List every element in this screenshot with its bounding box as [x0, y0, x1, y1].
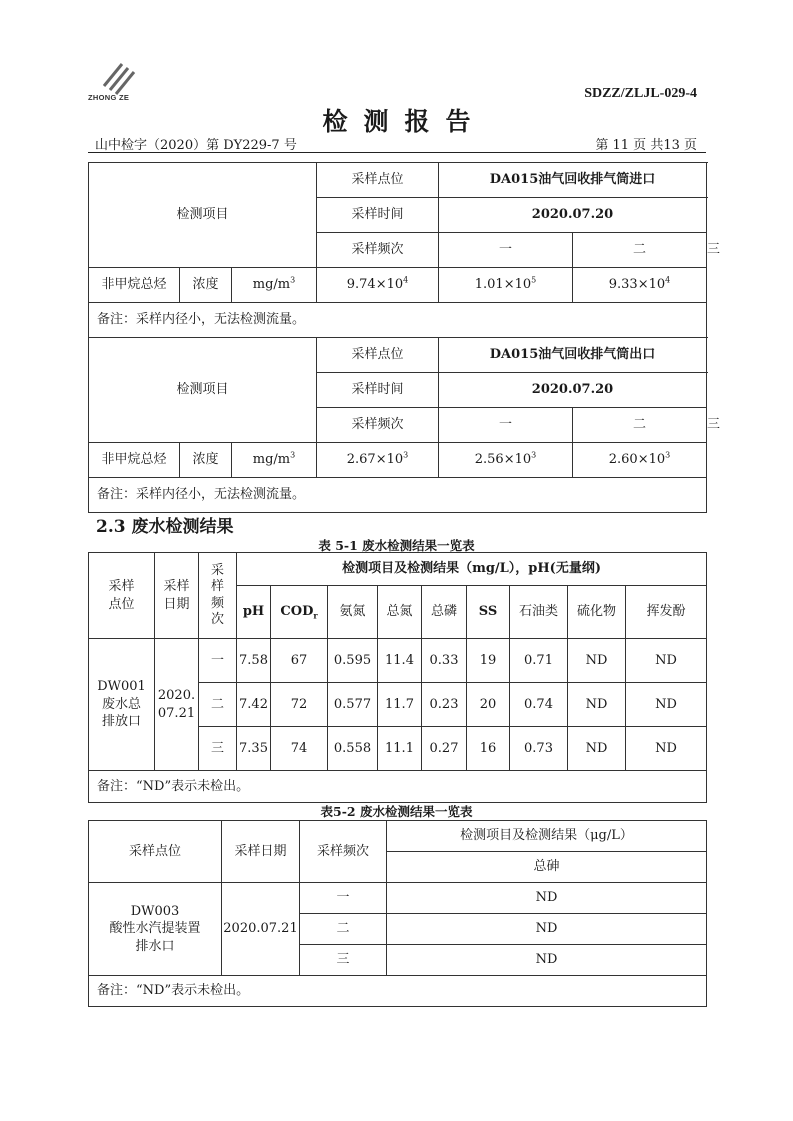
- freq-2: 二: [573, 408, 707, 443]
- time-label: 采样时间: [317, 373, 439, 408]
- document-code: SDZZ/ZLJL-029-4: [584, 86, 697, 101]
- table-5-1: [88, 552, 707, 803]
- note: 备注：“ND”表示未检出。: [89, 771, 707, 803]
- value-cell: 74: [271, 727, 328, 771]
- value-cell: 11.7: [378, 683, 422, 727]
- param-total-p: 总磷: [422, 586, 467, 639]
- value-cell: ND: [626, 727, 707, 771]
- section-title: 2.3 废水检测结果: [96, 517, 234, 537]
- table-5-1-caption: 表 5-1 废水检测结果一览表: [318, 538, 475, 553]
- value-cell: 16: [467, 727, 510, 771]
- value-cell: 7.58: [237, 639, 271, 683]
- param-phenol: 挥发酚: [626, 586, 707, 639]
- param-ss: SS: [467, 586, 510, 639]
- result-mantissa: 9.74×10: [346, 277, 404, 293]
- group-header: 检测项目及检测结果（mg/L），pH(无量纲): [237, 553, 707, 586]
- unit-exp: 3: [290, 450, 296, 460]
- result-mantissa: 2.56×10: [474, 452, 532, 468]
- sample-point: DW001 废水总 排放口: [89, 639, 155, 771]
- unit-base: mg/m: [252, 277, 291, 293]
- freq: 二: [199, 683, 237, 727]
- result-exponent: 4: [403, 275, 409, 285]
- param-cod: $COD_r$: [271, 586, 328, 639]
- time-label: 采样时间: [317, 198, 439, 233]
- result-mantissa: 9.33×10: [608, 277, 666, 293]
- freq: 三: [199, 727, 237, 771]
- sample-date: 2020. 07.21: [155, 639, 199, 771]
- freq-label: 采样频次: [317, 233, 439, 268]
- time-value: 2020.07.20: [439, 198, 707, 233]
- result-exponent: 3: [665, 450, 671, 460]
- result-mantissa: 2.60×10: [608, 452, 666, 468]
- logo-text: ZHONG ZE: [88, 93, 130, 102]
- sample-date: 2020.07.21: [222, 883, 300, 976]
- header-rule: [88, 152, 706, 153]
- item-label: 检测项目: [89, 163, 317, 268]
- value-cell: 67: [271, 639, 328, 683]
- page-info: 第 11 页 共13 页: [595, 138, 697, 153]
- value-cell: 0.27: [422, 727, 467, 771]
- value-cell: 0.577: [328, 683, 378, 727]
- pollutant-name: 非甲烷总烃: [89, 268, 180, 303]
- result-1: [317, 268, 439, 303]
- result-3: [573, 443, 707, 478]
- value-cell: 0.73: [510, 727, 568, 771]
- param-arsenic: 总砷: [387, 852, 707, 883]
- sample-point: DW003 酸性水汽提装置 排水口: [89, 883, 222, 976]
- value-cell: ND: [626, 639, 707, 683]
- value-cell: 20: [467, 683, 510, 727]
- value-cell: ND: [568, 683, 626, 727]
- result-2: [439, 443, 573, 478]
- point-label: 采样点位: [317, 338, 439, 373]
- result-mantissa: 1.01×10: [474, 277, 532, 293]
- col-point: 采样 点位: [89, 553, 155, 639]
- value-cell: ND: [387, 914, 707, 945]
- value-cell: ND: [387, 945, 707, 976]
- value-cell: 7.42: [237, 683, 271, 727]
- freq-label: 采样频次: [317, 408, 439, 443]
- time-value: 2020.07.20: [439, 373, 707, 408]
- table-5-2-caption: 表5-2 废水检测结果一览表: [320, 804, 473, 819]
- note: 备注：“ND”表示未检出。: [89, 976, 707, 1007]
- freq-2: 二: [573, 233, 707, 268]
- point-value: DA015油气回收排气筒进口: [439, 163, 707, 198]
- result-exponent: 5: [531, 275, 537, 285]
- value-cell: 0.558: [328, 727, 378, 771]
- point-value: DA015油气回收排气筒出口: [439, 338, 707, 373]
- report-title: 检测报告: [322, 107, 487, 136]
- result-exponent: 3: [531, 450, 537, 460]
- col-freq: 采 样 频 次: [199, 553, 237, 639]
- param-total-n: 总氮: [378, 586, 422, 639]
- metric-name: 浓度: [180, 443, 232, 478]
- value-cell: 19: [467, 639, 510, 683]
- result-3: [573, 268, 707, 303]
- note: 备注：采样内径小，无法检测流量。: [89, 303, 707, 338]
- value-cell: 0.71: [510, 639, 568, 683]
- unit-cell: [232, 268, 317, 303]
- value-cell: 0.74: [510, 683, 568, 727]
- result-mantissa: 2.67×10: [346, 452, 404, 468]
- col-date: 采样日期: [222, 821, 300, 883]
- unit-exp: 3: [290, 275, 296, 285]
- freq: 三: [300, 945, 387, 976]
- group-header: 检测项目及检测结果（μg/L）: [387, 821, 707, 852]
- freq: 一: [199, 639, 237, 683]
- item-label: 检测项目: [89, 338, 317, 443]
- freq-1: 一: [439, 233, 573, 268]
- result-1: [317, 443, 439, 478]
- pollutant-name: 非甲烷总烃: [89, 443, 180, 478]
- value-cell: ND: [568, 727, 626, 771]
- freq-1: 一: [439, 408, 573, 443]
- value-cell: 0.33: [422, 639, 467, 683]
- col-freq: 采样频次: [300, 821, 387, 883]
- value-cell: 11.1: [378, 727, 422, 771]
- param-ammonia: 氨氮: [328, 586, 378, 639]
- result-2: [439, 268, 573, 303]
- value-cell: 7.35: [237, 727, 271, 771]
- point-label: 采样点位: [317, 163, 439, 198]
- unit-base: mg/m: [252, 452, 291, 468]
- param-sulfide: 硫化物: [568, 586, 626, 639]
- freq: 二: [300, 914, 387, 945]
- value-cell: ND: [626, 683, 707, 727]
- freq: 一: [300, 883, 387, 914]
- result-exponent: 3: [403, 450, 409, 460]
- param-ph: pH: [237, 586, 271, 639]
- gas-table-inlet: 检测项目 采样点位 DA015油气回收排气筒进口 采样时间 2020.07.20 采样频次 一 二 三 非甲烷总烃 浓度 $mg/m^3$ $9.74\times 10^4$ $1.01\times 10^5$ $9.33\times 10^4$ 备注：采样内径小，无法检测流量。: [88, 162, 707, 338]
- gas-table-outlet: 检测项目 采样点位 DA015油气回收排气筒出口 采样时间 2020.07.20 采样频次 一 二 三 非甲烷总烃 浓度 $mg/m^3$ $2.67\times 10^3$ $2.56\times 10^3$ $2.60\times 10^3$ 备注：采样内径小，无法检测流量。: [88, 337, 707, 513]
- value-cell: ND: [568, 639, 626, 683]
- metric-name: 浓度: [180, 268, 232, 303]
- unit-cell: [232, 443, 317, 478]
- value-cell: 11.4: [378, 639, 422, 683]
- param-oil: 石油类: [510, 586, 568, 639]
- col-date: 采样 日期: [155, 553, 199, 639]
- note: 备注：采样内径小，无法检测流量。: [89, 478, 707, 513]
- value-cell: 72: [271, 683, 328, 727]
- value-cell: 0.23: [422, 683, 467, 727]
- value-cell: 0.595: [328, 639, 378, 683]
- table-5-2: [88, 820, 707, 1007]
- result-exponent: 4: [665, 275, 671, 285]
- value-cell: ND: [387, 883, 707, 914]
- report-number: 山中检字（2020）第 DY229-7 号: [95, 138, 297, 153]
- col-point: 采样点位: [89, 821, 222, 883]
